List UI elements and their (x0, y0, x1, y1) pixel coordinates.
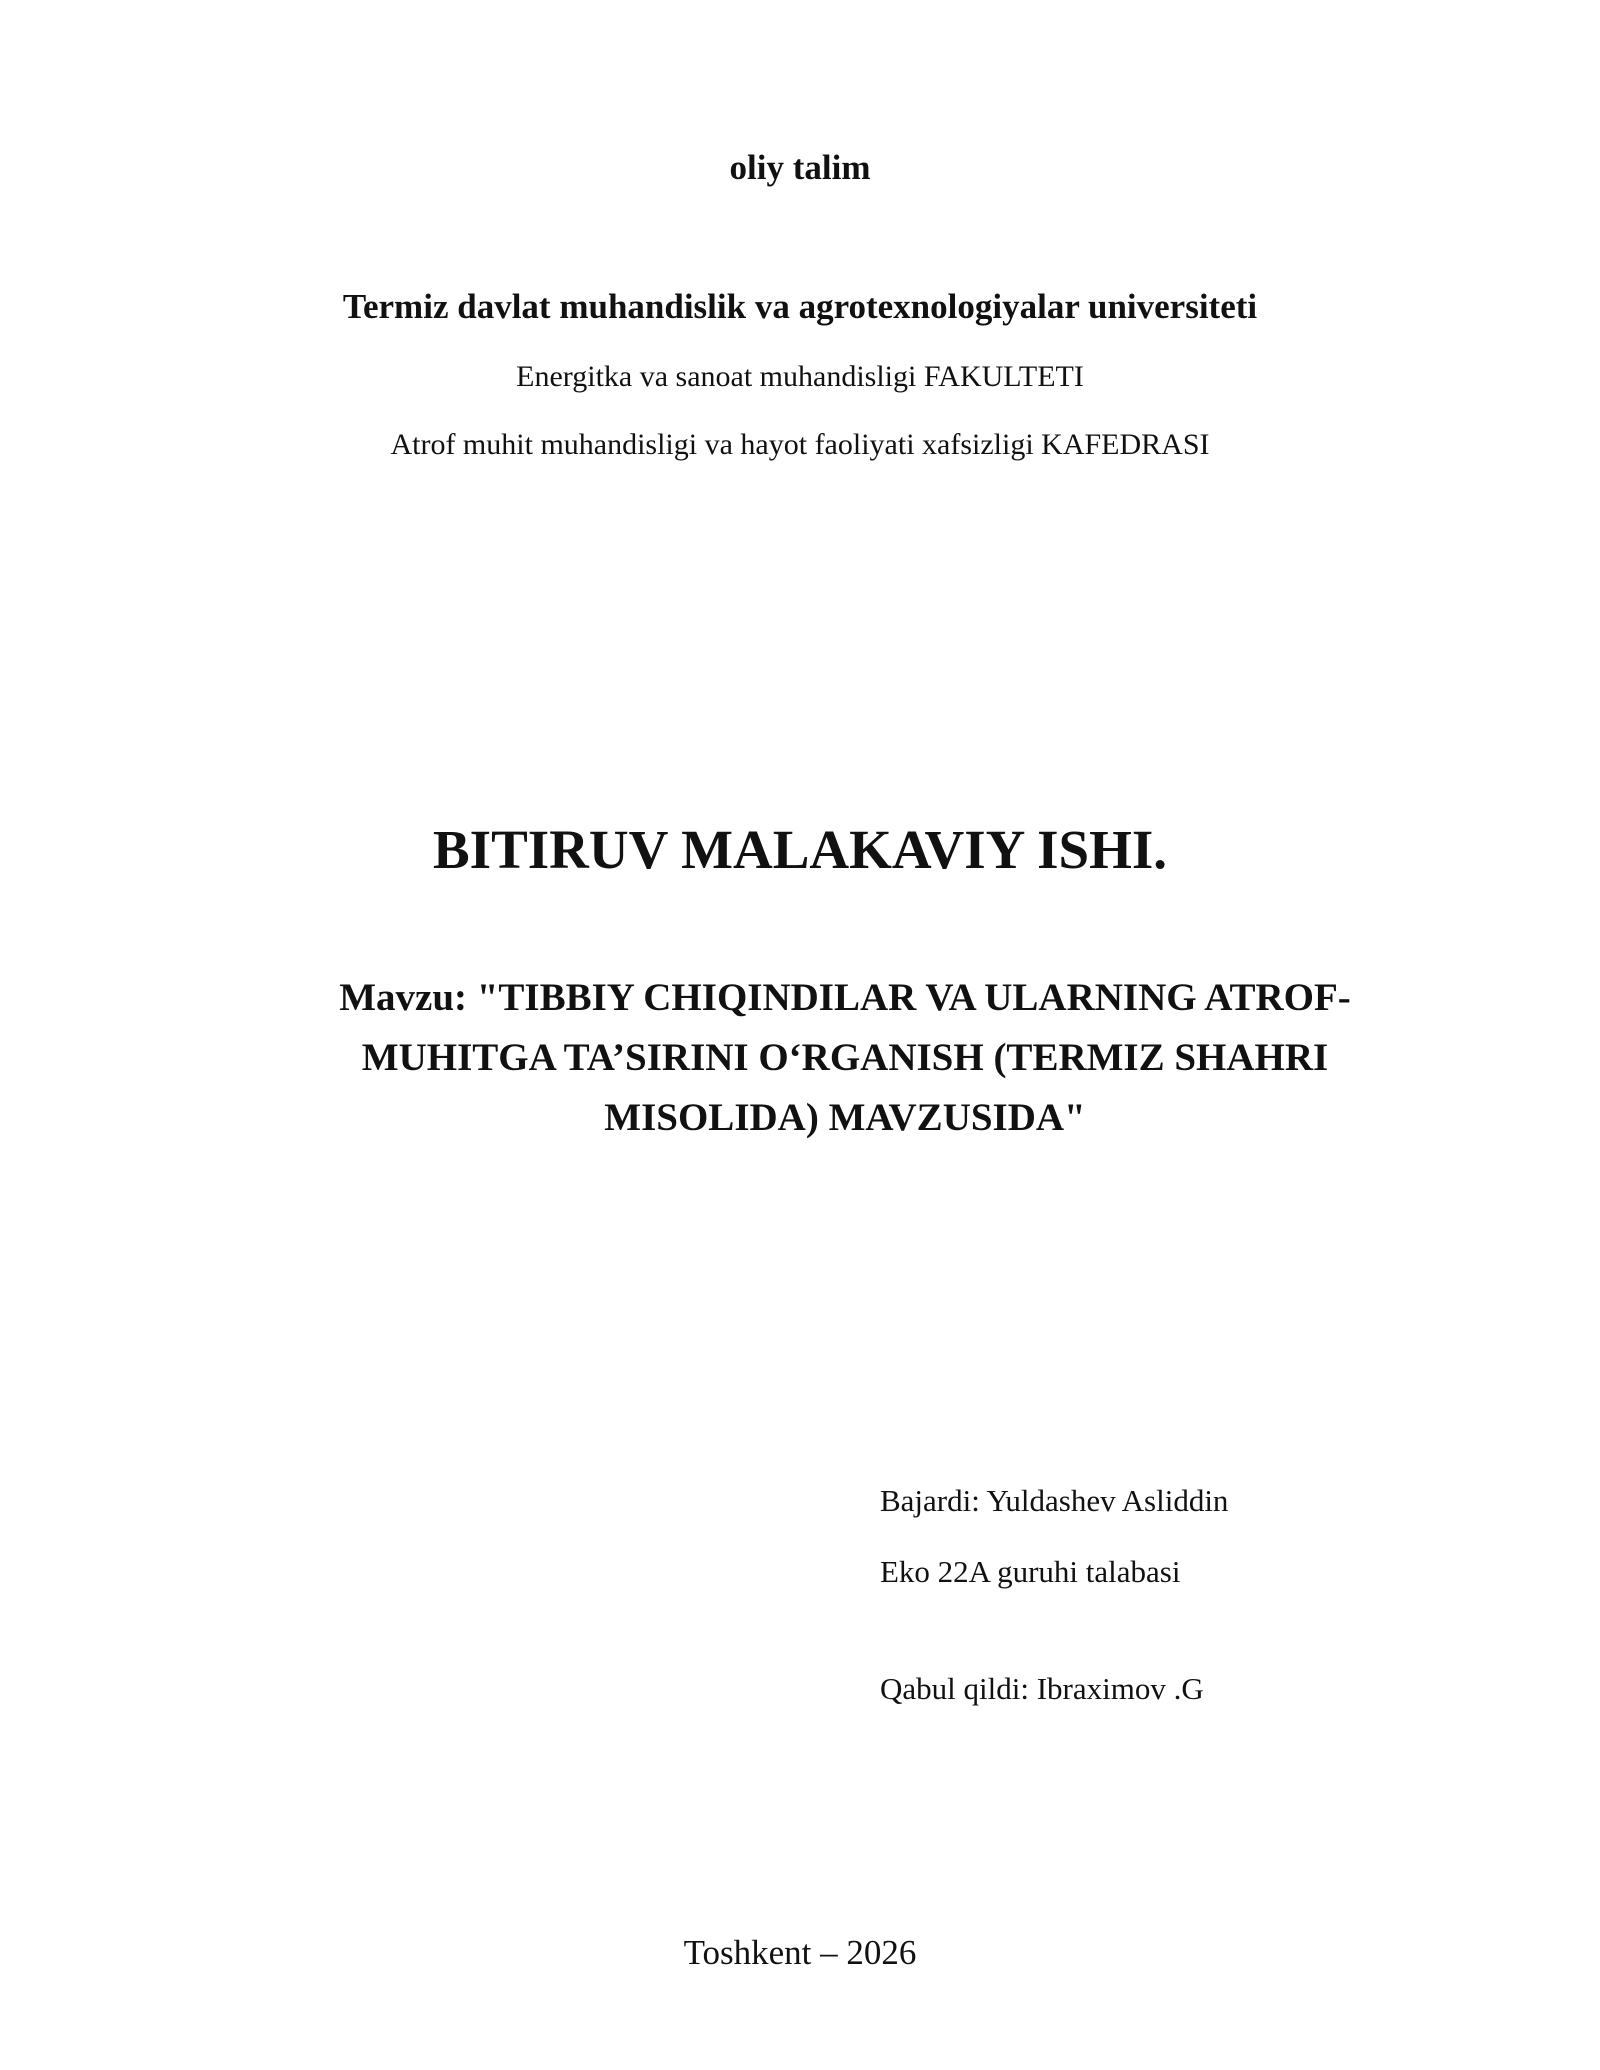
accepted-by: Qabul qildi: Ibraximov .G (880, 1671, 1204, 1706)
place-year: Toshkent – 2026 (683, 1933, 917, 1972)
department-name: Atrof muhit muhandisligi va hayot faoliyati xafsizligi KAFEDRASI (390, 428, 1210, 461)
university-name: Termiz davlat muhandislik va agrotexnologiyalar universiteti (342, 287, 1258, 326)
ministry-heading: oliy talim (729, 148, 871, 187)
topic-line-2: MUHITGA TA’SIRINI O‘RGANISH (TERMIZ SHAHRI (361, 1036, 1329, 1079)
topic-block (280, 968, 1410, 1148)
topic-line-3: MISOLIDA) MAVZUSIDA" (604, 1096, 1086, 1139)
faculty-name: Energitka va sanoat muhandisligi FAKULTETI (516, 360, 1084, 393)
topic-line-1: Mavzu: "TIBBIY CHIQINDILAR VA ULARNING ATROF- (339, 976, 1351, 1019)
document-title: BITIRUV MALAKAVIY ISHI. (432, 819, 1167, 880)
performed-by: Bajardi: Yuldashev Asliddin (880, 1483, 1229, 1518)
student-group: Eko 22A guruhi talabasi (880, 1554, 1181, 1589)
